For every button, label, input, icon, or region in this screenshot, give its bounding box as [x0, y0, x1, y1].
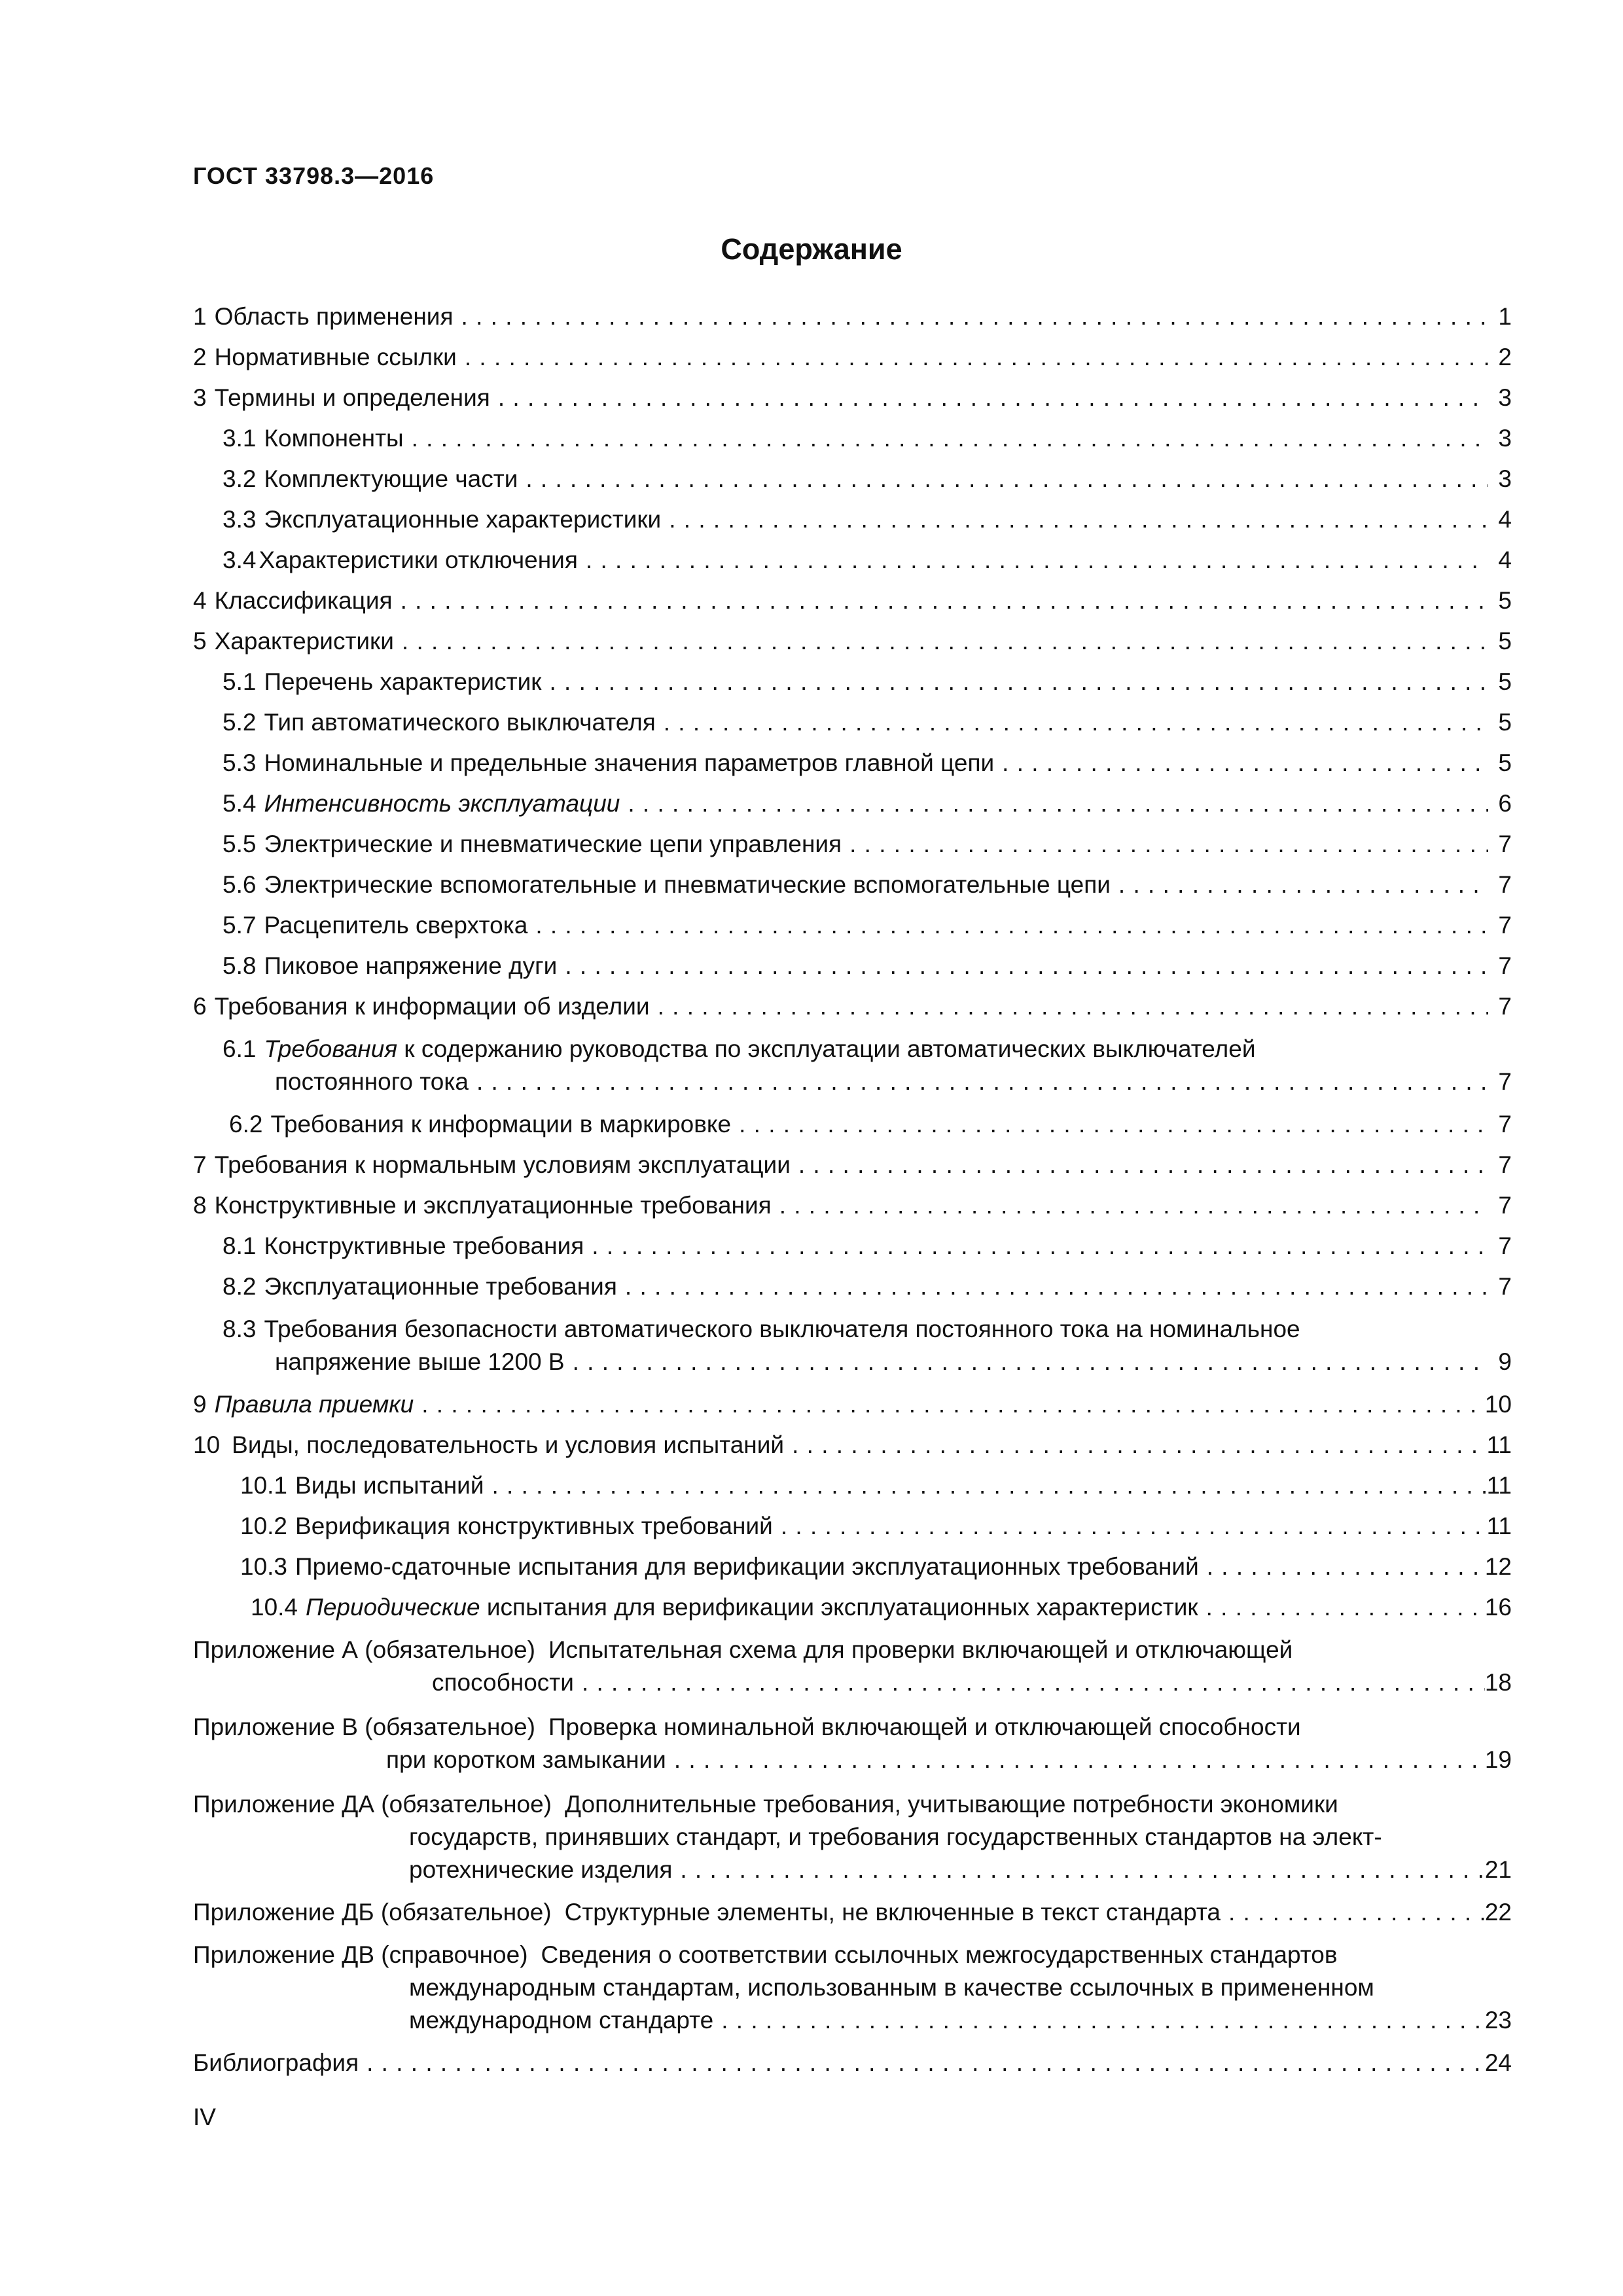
toc-entry-10-1[interactable]: 10.1 Виды испытаний . . . 11 [193, 1471, 1512, 1500]
toc-entry-5-3[interactable]: 5.3 Номинальные и предельные значения параметров главной цепи . . . 5 [193, 749, 1512, 778]
toc-entry-2[interactable]: 2 Нормативные ссылки . . . 2 [193, 343, 1512, 372]
toc-entry-5-5[interactable]: 5.5 Электрические и пневматические цепи управления . . . 7 [193, 830, 1512, 859]
toc-entry-8-2[interactable]: 8.2 Эксплуатационные требования . . . 7 [193, 1272, 1512, 1301]
toc-entry-10-4[interactable]: 10.4 Периодические испытания для верификации эксплуатационных характеристик . . . 16 [193, 1593, 1512, 1622]
toc-entry-5-6[interactable]: 5.6 Электрические вспомогательные и пневматические вспомогательные цепи . . . 7 [193, 870, 1512, 899]
toc-entry-8-1[interactable]: 8.1 Конструктивные требования . . . 7 [193, 1232, 1512, 1261]
toc-entry-6-1[interactable]: 6.1 Требования к содержанию руководства по эксплуатации автоматических выключателей постоянного тока . . . 7 [193, 1033, 1512, 1098]
toc-entry-5-7[interactable]: 5.7 Расцепитель сверхтока . . . 7 [193, 911, 1512, 940]
toc-entry-3-1[interactable]: 3.1 Компоненты . . . 3 [193, 424, 1512, 453]
toc-entry-8-3[interactable]: 8.3 Требования безопасности автоматического выключателя постоянного тока на номинальное напряжение выше 1200 В . . . 9 [193, 1313, 1512, 1378]
toc-entry-4[interactable]: 4 Классификация . . . 5 [193, 586, 1512, 615]
toc-entry-7[interactable]: 7 Требования к нормальным условиям эксплуатации . . . 7 [193, 1151, 1512, 1179]
toc-entry-3-2[interactable]: 3.2 Комплектующие части . . . 3 [193, 465, 1512, 493]
toc-entry-6[interactable]: 6 Требования к информации об изделии . . . 7 [193, 992, 1512, 1021]
toc-entry-6-2[interactable]: 6.2 Требования к информации в маркировке . . . 7 [193, 1110, 1512, 1139]
toc-entry-10[interactable]: 10 Виды, последовательность и условия испытаний . . . 11 [193, 1431, 1512, 1460]
toc-entry-5-1[interactable]: 5.1 Перечень характеристик . . . 5 [193, 668, 1512, 696]
toc-entry-3-4[interactable]: 3.4 Характеристики отключения . . . 4 [193, 546, 1512, 575]
page-title: Содержание [721, 232, 902, 266]
toc-entry-10-2[interactable]: 10.2 Верификация конструктивных требований . . . 11 [193, 1512, 1512, 1541]
toc-entry-5-4[interactable]: 5.4 Интенсивность эксплуатации . . . 6 [193, 789, 1512, 818]
toc-entry-annex-db[interactable]: Приложение ДБ (обязательное) Структурные элементы, не включенные в текст стандарта . . . 22 [193, 1898, 1512, 1927]
toc-entry-bibliography[interactable]: Библиография . . . 24 [193, 2049, 1512, 2077]
toc-entry-1[interactable]: 1 Область применения . . . 1 [193, 302, 1512, 331]
toc-entry-annex-da[interactable]: Приложение ДА (обязательное) Дополнительные требования, учитывающие потребности экономики государств, принявших стандарт, и требования государственных стандартов на элект- ротехнические изделия . . . 21 [193, 1788, 1512, 1886]
page-number: IV [193, 2104, 216, 2130]
toc-entry-8[interactable]: 8 Конструктивные и эксплуатационные требования . . . 7 [193, 1191, 1512, 1220]
document-header: ГОСТ 33798.3—2016 [193, 162, 435, 189]
toc-entry-5-2[interactable]: 5.2 Тип автоматического выключателя . . . 5 [193, 708, 1512, 737]
toc-entry-3-3[interactable]: 3.3 Эксплуатационные характеристики . . . 4 [193, 505, 1512, 534]
toc-entry-annex-dv[interactable]: Приложение ДВ (справочное) Сведения о соответствии ссылочных межгосударственных стандартов международным стандартам, использованным в качестве ссылочных в примененном международном стандарте . . . 23 [193, 1939, 1512, 2037]
toc-entry-9[interactable]: 9 Правила приемки . . . 10 [193, 1390, 1512, 1419]
toc-entry-5[interactable]: 5 Характеристики . . . 5 [193, 627, 1512, 656]
table-of-contents [193, 302, 1512, 2089]
toc-entry-3[interactable]: 3 Термины и определения . . . 3 [193, 384, 1512, 412]
toc-entry-annex-b[interactable]: Приложение В (обязательное) Проверка номинальной включающей и отключающей способности при коротком замыкании . . . 19 [193, 1711, 1512, 1776]
toc-entry-5-8[interactable]: 5.8 Пиковое напряжение дуги . . . 7 [193, 952, 1512, 980]
toc-entry-10-3[interactable]: 10.3 Приемо-сдаточные испытания для верификации эксплуатационных требований . . . 12 [193, 1552, 1512, 1581]
toc-entry-annex-a[interactable]: Приложение А (обязательное) Испытательная схема для проверки включающей и отключающей способности . . . 18 [193, 1634, 1512, 1699]
